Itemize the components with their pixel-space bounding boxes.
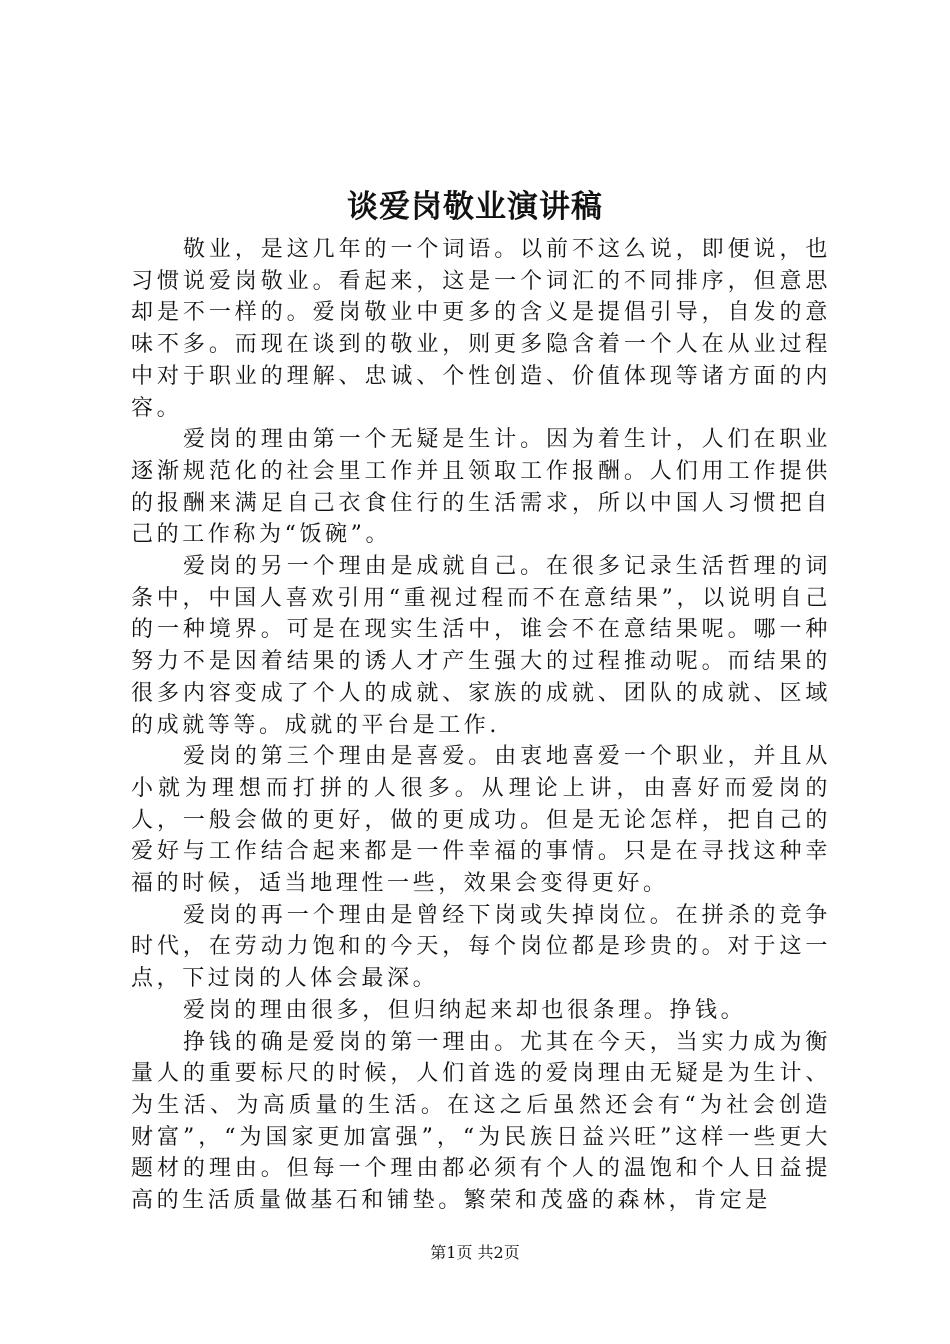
document-body — [131, 234, 831, 1217]
paragraph-6: 爱岗的理由很多，但归纳起来却也很条理。挣钱。 — [183, 997, 747, 1023]
paragraph-2: 爱岗的理由第一个无疑是生计。因为着生计，人们在职业逐渐规范化的社会里工作并且领取工作报酬。人们用工作提供的报酬来满足自己衣食住行的生活需求，所以中国人习惯把自己的工作称为“饭碗”。 — [131, 427, 831, 548]
paragraph-5: 爱岗的再一个理由是曾经下岗或失掉岗位。在拼杀的竞争时代，在劳动力饱和的今天，每个岗位都是珍贵的。对于这一点，下过岗的人体会最深。 — [131, 902, 831, 992]
paragraph-1: 敬业，是这几年的一个词语。以前不这么说，即便说，也习惯说爱岗敬业。看起来，这是一个词汇的不同排序，但意思却是不一样的。爱岗敬业中更多的含义是提倡引导，自发的意味不多。而现在谈到的敬业，则更多隐含着一个人在从业过程中对于职业的理解、忠诚、个性创造、价值体现等诸方面的内容。 — [131, 237, 831, 421]
page-number-footer: 第1页 共2页 — [430, 1243, 520, 1262]
document-title: 谈爱岗敬业演讲稿 — [347, 189, 603, 225]
paragraph-3: 爱岗的另一个理由是成就自己。在很多记录生活哲理的词条中，中国人喜欢引用“重视过程而不在意结果”，以说明自己的一种境界。可是在现实生活中，谁会不在意结果呢。哪一种努力不是因着结果的诱人才产生强大的过程推动呢。而结果的很多内容变成了个人的成就、家族的成就、团队的成就、区域的成就等等。成就的平台是工作. — [131, 554, 831, 738]
paragraph-4: 爱岗的第三个理由是喜爱。由衷地喜爱一个职业，并且从小就为理想而打拼的人很多。从理论上讲，由喜好而爱岗的人，一般会做的更好，做的更成功。但是无论怎样，把自己的爱好与工作结合起来都是一件幸福的事情。只是在寻找这种幸福的时候，适当地理性一些，效果会变得更好。 — [131, 744, 831, 897]
paragraph-7: 挣钱的确是爱岗的第一理由。尤其在今天，当实力成为衡量人的重要标尺的时候，人们首选的爱岗理由无疑是为生计、为生活、为高质量的生活。在这之后虽然还会有“为社会创造财富”，“为国家更加富强”，“为民族日益兴旺”这样一些更大题材的理由。但每一个理由都必须有个人的温饱和个人日益提高的生活质量做基石和铺垫。繁荣和茂盛的森林，肯定是 — [131, 1029, 831, 1214]
